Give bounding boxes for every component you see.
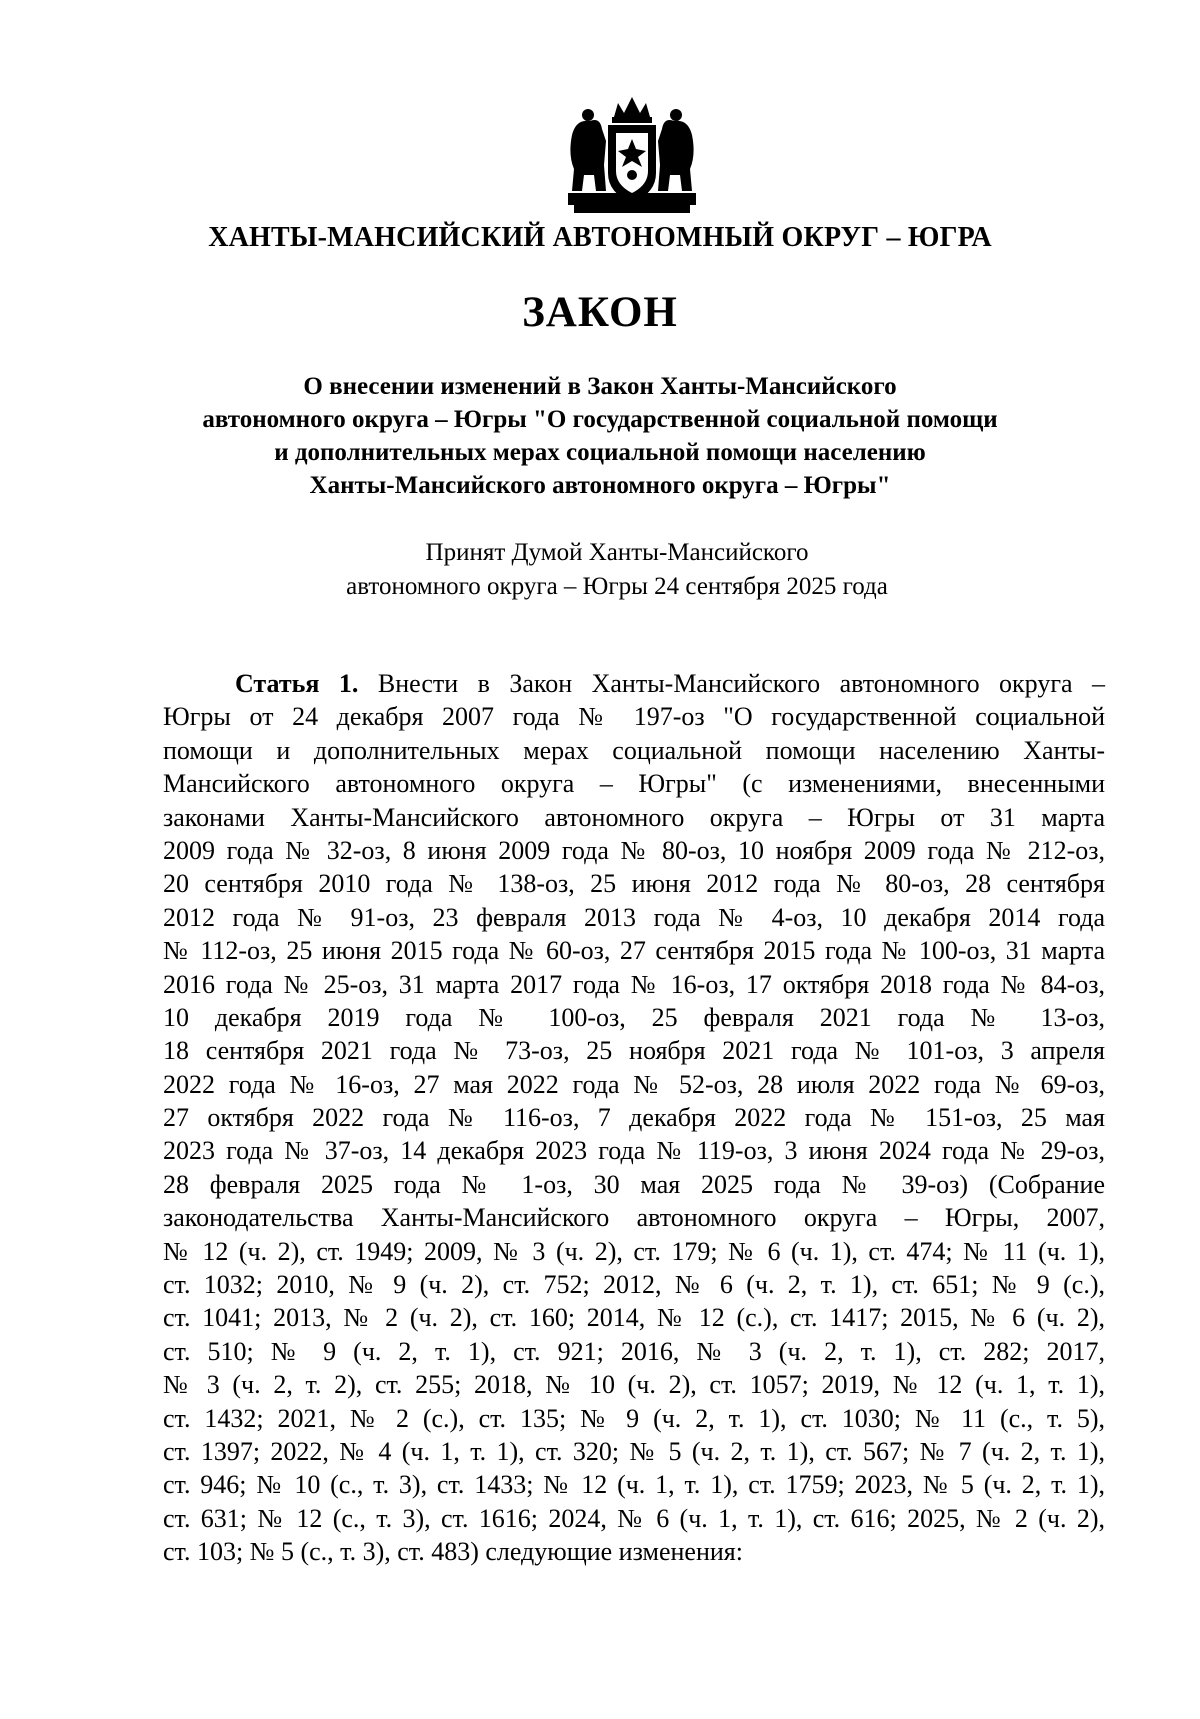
adoption-note-line: автономного округа – Югры 24 сентября 2025 года bbox=[346, 573, 888, 600]
article-line: 2023 года № 37-оз, 14 декабря 2023 года № 119-оз, 3 июня 2024 года № 29-оз, bbox=[163, 1136, 1105, 1166]
article-line: 18 сентября 2021 года № 73-оз, 25 ноября 2021 года № 101-оз, 3 апреля bbox=[163, 1036, 1105, 1066]
article-line: 28 февраля 2025 года № 1-оз, 30 мая 2025 года № 39-оз) (Собрание bbox=[163, 1169, 1105, 1199]
article-line: ст. 1432; 2021, № 2 (с.), ст. 135; № 9 (ч. 2, т. 1), ст. 1030; № 11 (с., т. 5), bbox=[163, 1403, 1105, 1433]
law-title bbox=[0, 370, 1200, 502]
article-line: ст. 1032; 2010, № 9 (ч. 2), ст. 752; 2012, № 6 (ч. 2, т. 1), ст. 651; № 9 (с.), bbox=[163, 1270, 1105, 1300]
region-heading: ХАНТЫ-МАНСИЙСКИЙ АВТОНОМНЫЙ ОКРУГ – ЮГРА bbox=[208, 222, 992, 253]
article-line: 2022 года № 16-оз, 27 мая 2022 года № 52-оз, 28 июля 2022 года № 69-оз, bbox=[163, 1069, 1105, 1099]
article-first-line-text: Внести в Закон Ханты-Мансийского автономного округа – bbox=[377, 669, 1106, 698]
article-label: Статья 1. bbox=[235, 669, 359, 698]
article-line: № 3 (ч. 2, т. 2), ст. 255; 2018, № 10 (ч. 2), ст. 1057; 2019, № 12 (ч. 1, т. 1), bbox=[163, 1370, 1105, 1400]
article-line: № 12 (ч. 2), ст. 1949; 2009, № 3 (ч. 2), ст. 179; № 6 (ч. 1), ст. 474; № 11 (ч. 1), bbox=[163, 1236, 1105, 1266]
adoption-note-line: Принят Думой Ханты-Мансийского bbox=[425, 539, 809, 566]
law-title-line: автономного округа – Югры "О государственной социальной помощи bbox=[202, 406, 998, 433]
law-title-line: и дополнительных мерах социальной помощи населению bbox=[274, 439, 926, 466]
article-line: 2009 года № 32-оз, 8 июня 2009 года № 80-оз, 10 ноября 2009 года № 212-оз, bbox=[163, 835, 1105, 865]
article-first-line bbox=[163, 667, 1105, 700]
article-line: законами Ханты-Мансийского автономного округа – Югры от 31 марта bbox=[163, 802, 1105, 832]
article-line: Югры от 24 декабря 2007 года № 197-оз "О государственной социальной bbox=[163, 702, 1105, 732]
article-line: 2016 года № 25-оз, 31 марта 2017 года № 16-оз, 17 октября 2018 года № 84-оз, bbox=[163, 969, 1105, 999]
article-line: 10 декабря 2019 года № 100-оз, 25 февраля 2021 года № 13-оз, bbox=[163, 1002, 1105, 1032]
article-line: № 112-оз, 25 июня 2015 года № 60-оз, 27 сентября 2015 года № 100-оз, 31 марта bbox=[163, 936, 1105, 966]
article-line: помощи и дополнительных мерах социальной помощи населению Ханты- bbox=[163, 735, 1105, 765]
article-line: 2012 года № 91-оз, 23 февраля 2013 года № 4-оз, 10 декабря 2014 года bbox=[163, 902, 1105, 932]
law-title-line: О внесении изменений в Закон Ханты-Мансийского bbox=[303, 373, 897, 400]
law-title-line: Ханты-Мансийского автономного округа – Югры" bbox=[309, 472, 891, 499]
article-line: ст. 1041; 2013, № 2 (ч. 2), ст. 160; 2014, № 12 (с.), ст. 1417; 2015, № 6 (ч. 2), bbox=[163, 1303, 1105, 1333]
coat-of-arms-emblem bbox=[566, 95, 698, 217]
article-line: 27 октября 2022 года № 116-оз, 7 декабря 2022 года № 151-оз, 25 мая bbox=[163, 1103, 1105, 1133]
article-line: ст. 946; № 10 (с., т. 3), ст. 1433; № 12 (ч. 1, т. 1), ст. 1759; 2023, № 5 (ч. 2, т. 1), bbox=[163, 1470, 1105, 1500]
adoption-note bbox=[0, 536, 1200, 604]
article-line: ст. 103; № 5 (с., т. 3), ст. 483) следующие изменения: bbox=[163, 1537, 743, 1567]
article-line: ст. 631; № 12 (с., т. 3), ст. 1616; 2024, № 6 (ч. 1, т. 1), ст. 616; 2025, № 2 (ч. 2), bbox=[163, 1503, 1105, 1533]
article-line: законодательства Ханты-Мансийского автономного округа – Югры, 2007, bbox=[163, 1203, 1105, 1233]
article-line: ст. 1397; 2022, № 4 (ч. 1, т. 1), ст. 320; № 5 (ч. 2, т. 1), ст. 567; № 7 (ч. 2, т. 1), bbox=[163, 1436, 1105, 1466]
article-line: ст. 510; № 9 (ч. 2, т. 1), ст. 921; 2016, № 3 (ч. 2, т. 1), ст. 282; 2017, bbox=[163, 1336, 1105, 1366]
article-line: 20 сентября 2010 года № 138-оз, 25 июня 2012 года № 80-оз, 28 сентября bbox=[163, 869, 1105, 899]
article-1-text bbox=[163, 667, 1105, 1569]
article-line: Мансийского автономного округа – Югры" (с изменениями, внесенными bbox=[163, 769, 1105, 799]
document-type-heading: ЗАКОН bbox=[522, 289, 678, 336]
